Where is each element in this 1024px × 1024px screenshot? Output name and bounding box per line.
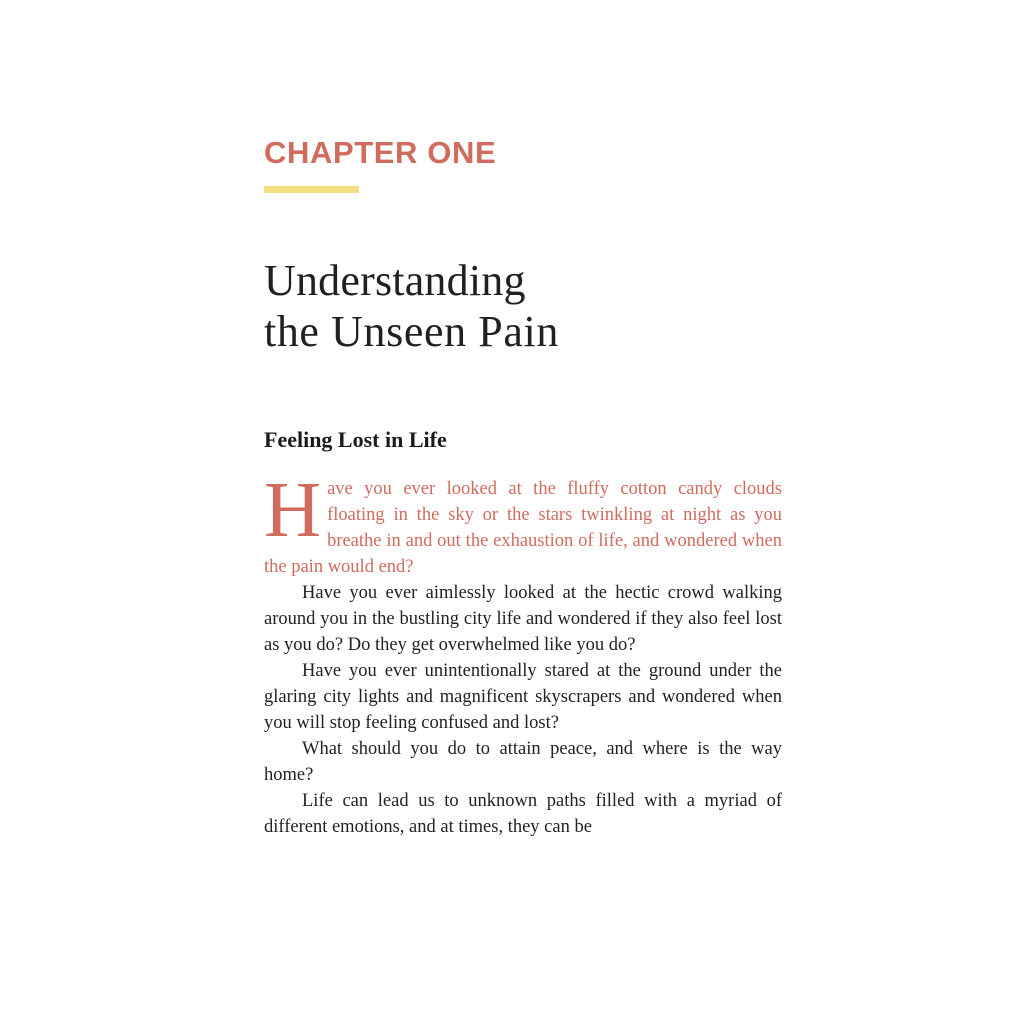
paragraph: What should you do to attain peace, and where is the way home?	[264, 738, 782, 785]
section-heading: Feeling Lost in Life	[264, 427, 447, 453]
chapter-header	[264, 136, 782, 193]
page-content	[264, 136, 782, 840]
chapter-title-line-2: the Unseen Pain	[264, 307, 559, 357]
chapter-divider-rule	[264, 186, 359, 193]
paragraph-text: ave you ever looked at the fluffy cotton candy clouds floating in the sky or the stars twinkling at night as you breathe in and out the exhaustion of life, and wondered when the pain would end?	[264, 478, 782, 577]
paragraph-lede	[264, 466, 782, 580]
paragraph: Have you ever unintentionally stared at the ground under the glaring city lights and magnificent skyscrapers and wondered when you will stop feeling confused and lost?	[264, 660, 782, 733]
chapter-title-line-1: Understanding	[264, 256, 526, 306]
body-text	[264, 454, 782, 840]
drop-cap: H	[264, 466, 322, 554]
paragraph: Life can lead us to unknown paths filled with a myriad of different emotions, and at times, they can be	[264, 790, 782, 837]
chapter-label: CHAPTER ONE	[264, 135, 497, 170]
paragraph: Have you ever aimlessly looked at the hectic crowd walking around you in the bustling city life and wondered if they also feel lost as you do? Do they get overwhelmed like you do?	[264, 582, 782, 655]
chapter-title	[264, 193, 782, 357]
